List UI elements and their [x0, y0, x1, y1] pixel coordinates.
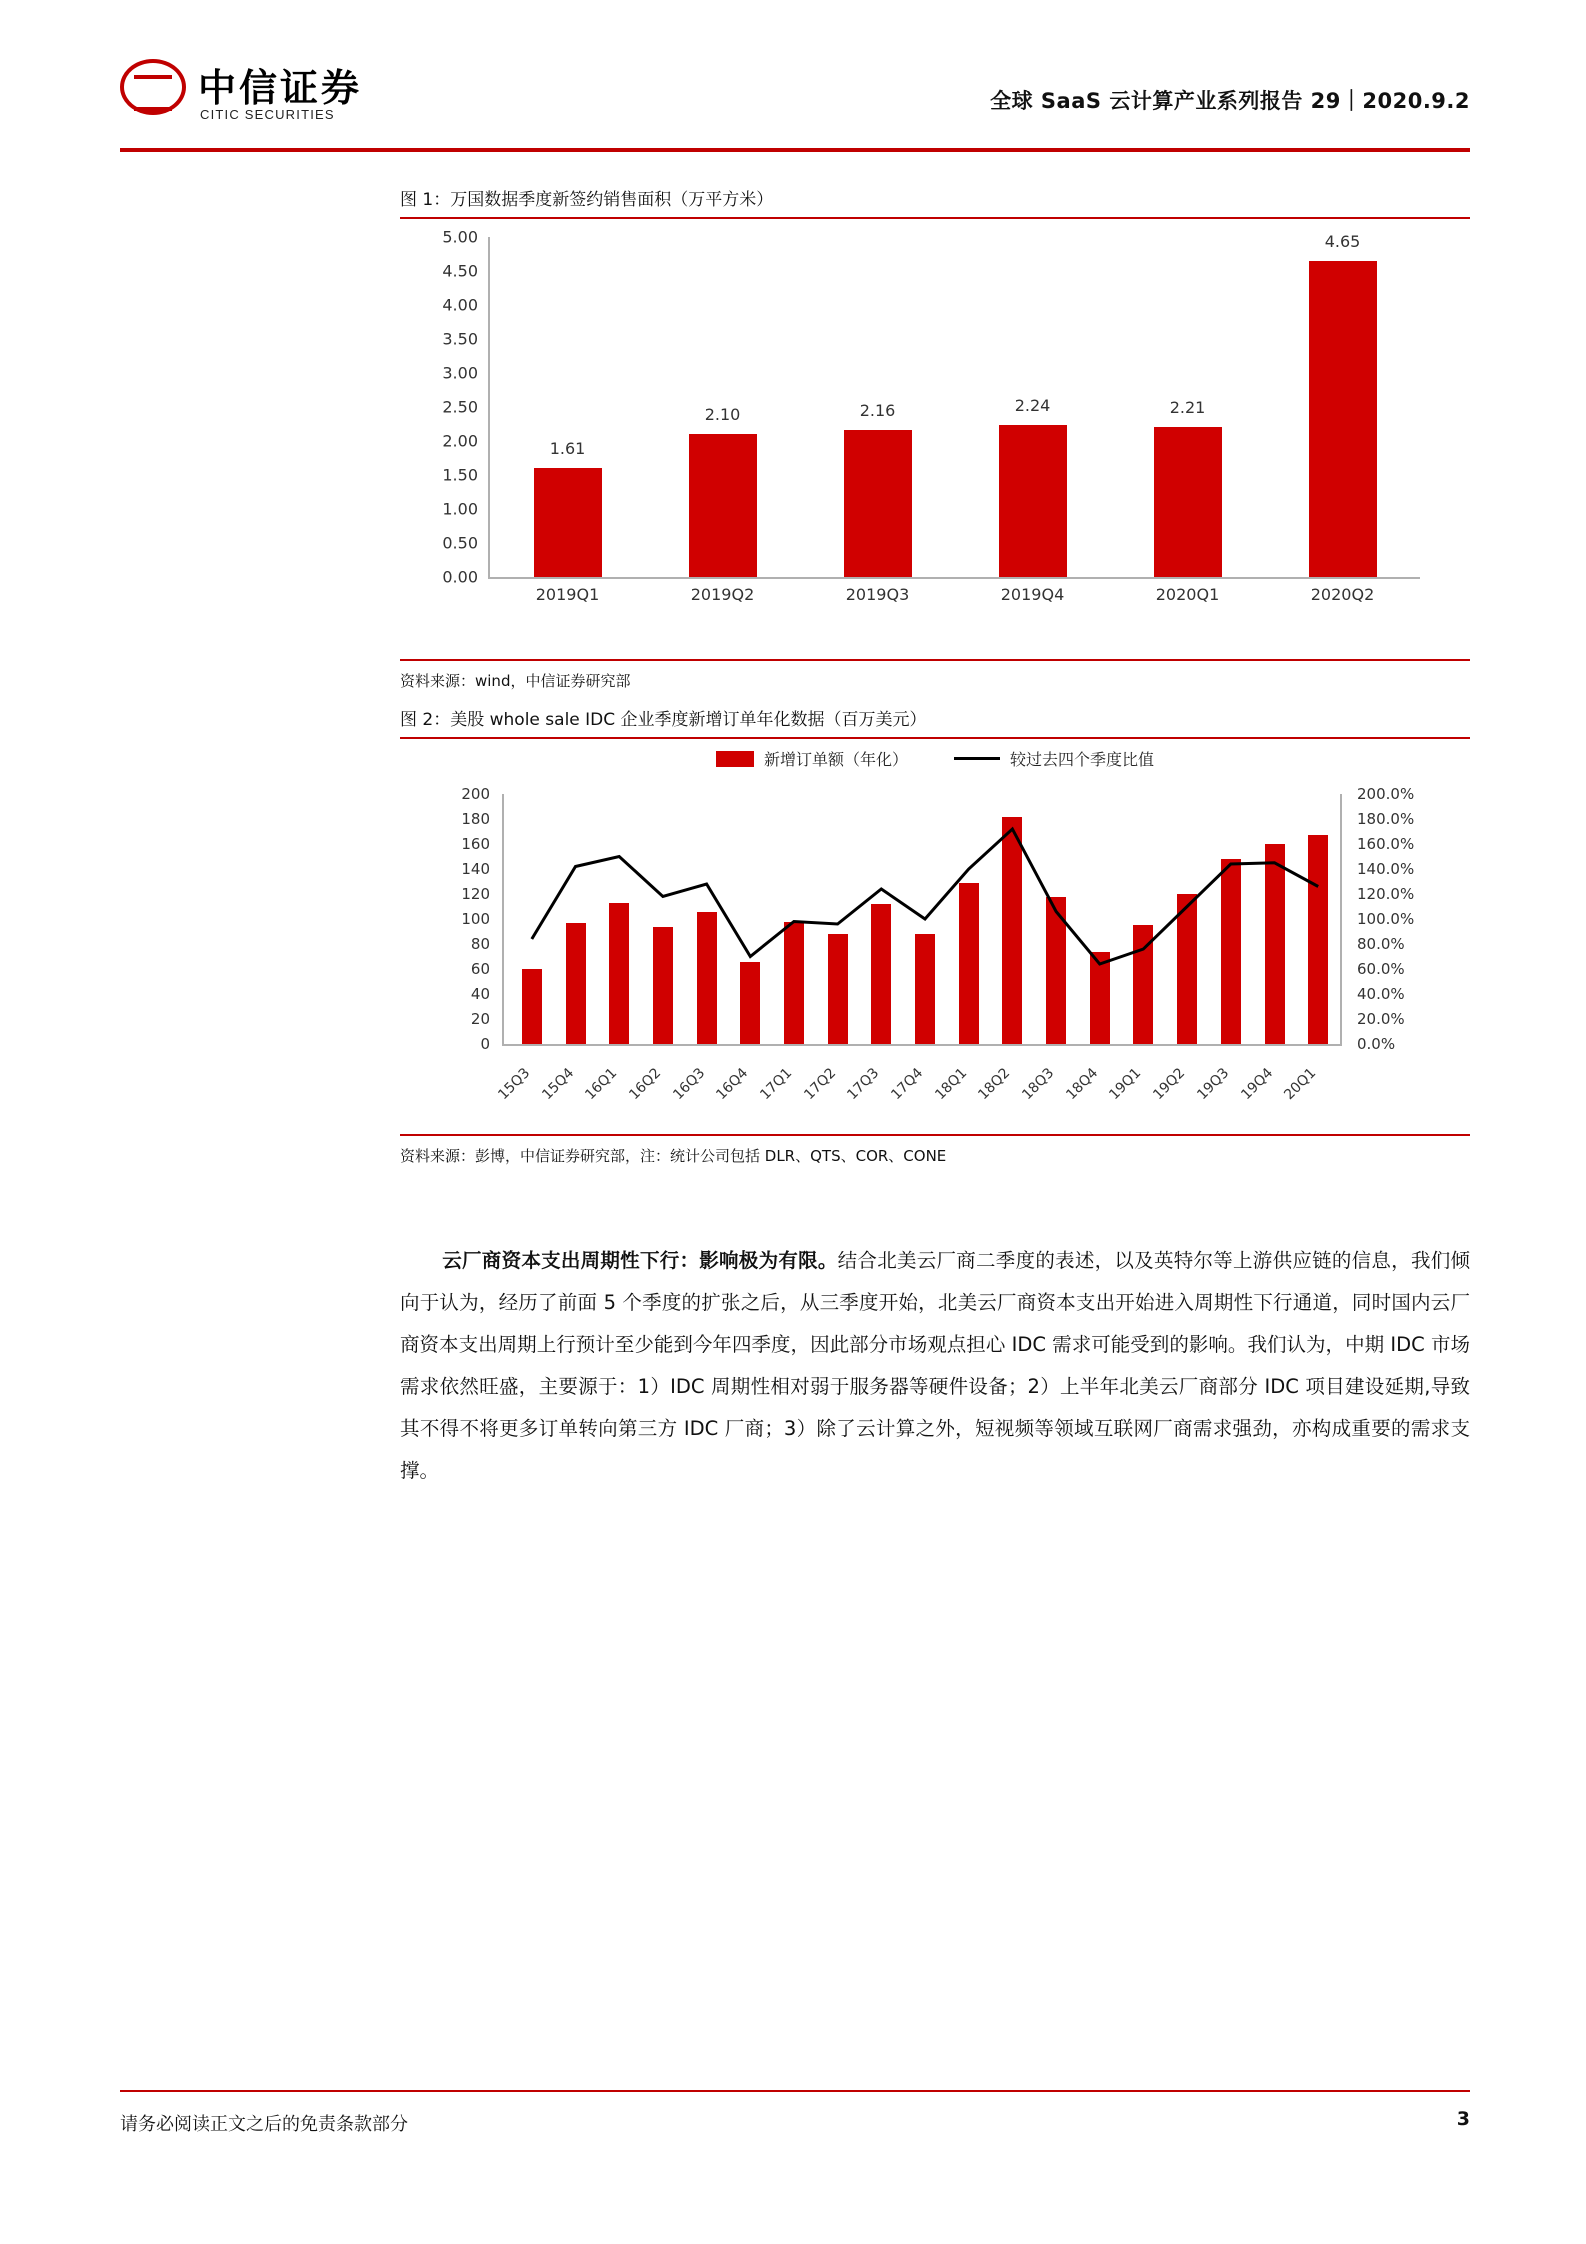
- chart1-value-label: 4.65: [1324, 231, 1361, 251]
- chart2-right-tick: 160.0%: [1357, 835, 1415, 853]
- figure-1-caption: 图 1：万国数据季度新签约销售面积（万平方米）: [400, 190, 774, 210]
- chart2-left-tick: 140: [461, 860, 490, 878]
- figure-2-source: 资料来源：彭博，中信证券研究部，注：统计公司包括 DLR、QTS、COR、CONE: [400, 1147, 947, 1165]
- body-paragraph: [400, 1240, 1470, 1492]
- chart2-x-tick-cell: [582, 1051, 641, 1111]
- chart2-x-axis-line: [502, 1044, 1342, 1046]
- chart1-x-tick: 2020Q1: [1155, 585, 1220, 604]
- chart2-right-tick: 120.0%: [1357, 885, 1415, 903]
- chart1-x-tick: 2019Q3: [845, 585, 910, 604]
- chart2-x-tick-cell: [800, 1051, 860, 1111]
- chart1-y-tick: 2.50: [442, 397, 478, 417]
- chart2-right-tick: 20.0%: [1357, 1010, 1405, 1028]
- chart2-x-tick-cell: [1194, 1051, 1253, 1111]
- chart1-x-tick: 2020Q2: [1310, 585, 1375, 604]
- chart2-x-tick: 19Q2: [1150, 1065, 1189, 1104]
- chart2-left-tick: 60: [470, 960, 490, 978]
- chart1-y-tick: 0.50: [442, 533, 478, 553]
- chart1-y-axis: [400, 227, 486, 587]
- chart2-x-tick-cell: [975, 1051, 1035, 1111]
- logo-text-cn: 中信证券: [198, 66, 363, 110]
- chart2-right-tick: 80.0%: [1357, 935, 1405, 953]
- chart2-left-axis-line: [502, 794, 504, 1045]
- chart1-bar-column: [800, 237, 955, 577]
- legend-line-label: 较过去四个季度比值: [1010, 750, 1155, 769]
- chart1-x-tick: 2019Q1: [535, 585, 600, 604]
- chart2-right-tick: 180.0%: [1357, 810, 1415, 828]
- chart1-bar: [844, 430, 912, 577]
- report-series-title: 全球 SaaS 云计算产业系列报告 29｜2020.9.2: [990, 89, 1470, 113]
- chart2-right-tick: 40.0%: [1357, 985, 1405, 1003]
- chart2-x-tick-cell: [757, 1051, 816, 1111]
- chart2-right-tick: 60.0%: [1357, 960, 1405, 978]
- chart2-x-tick: 19Q3: [1194, 1065, 1233, 1104]
- legend-item-bar: [716, 747, 908, 770]
- chart1-y-tick: 3.50: [442, 329, 478, 349]
- chart2-left-tick: 180: [461, 810, 490, 828]
- chart2-x-tick-cell: [669, 1051, 729, 1111]
- chart1-bar-column: [1265, 231, 1420, 577]
- chart2-legend: [400, 747, 1470, 770]
- chart2-left-tick: 160: [461, 835, 490, 853]
- chart2-x-tick-cell: [1019, 1051, 1078, 1111]
- chart2-x-tick: 16Q3: [669, 1065, 708, 1104]
- chart2-left-tick: 40: [470, 985, 490, 1003]
- chart2-x-tick: 17Q3: [844, 1065, 883, 1104]
- chart1-x-labels: [490, 585, 1420, 604]
- logo-text-en: CITIC SECURITIES: [200, 107, 335, 122]
- chart2-left-tick: 20: [470, 1010, 490, 1028]
- chart2-x-tick-cell: [495, 1051, 554, 1111]
- figure-2-caption: 图 2：美股 whole sale IDC 企业季度新增订单年化数据（百万美元）: [400, 710, 927, 730]
- chart1-bar-column: [1110, 237, 1265, 577]
- chart2-x-tick: 15Q3: [495, 1065, 534, 1104]
- chart2-x-tick: 17Q1: [757, 1065, 796, 1104]
- chart1-bar-column: [490, 237, 645, 577]
- chart2-x-tick-cell: [844, 1051, 904, 1111]
- footer-divider: [120, 2090, 1470, 2092]
- chart1-bar-column: [955, 237, 1110, 577]
- chart2-line-path: [532, 829, 1318, 964]
- chart2-x-tick: 17Q2: [800, 1065, 839, 1104]
- chart1-y-tick: 5.00: [442, 227, 478, 247]
- chart2-x-tick: 16Q2: [626, 1065, 665, 1104]
- paragraph-lead: 云厂商资本支出周期性下行：影响极为有限。: [442, 1249, 838, 1272]
- chart1-y-tick: 1.50: [442, 465, 478, 485]
- page-header: [120, 55, 1470, 150]
- chart2-right-axis: [1345, 785, 1470, 1053]
- chart1-y-tick: 4.00: [442, 295, 478, 315]
- chart1-value-label: 2.21: [1169, 397, 1206, 417]
- chart2-x-tick: 19Q1: [1106, 1065, 1145, 1104]
- figure-1: [400, 185, 1470, 691]
- chart2-left-tick: 80: [470, 935, 490, 953]
- chart2-right-tick: 100.0%: [1357, 910, 1415, 928]
- chart2-x-labels: [495, 1051, 1340, 1111]
- figure-2-chart: [400, 739, 1470, 1134]
- chart2-x-tick: 16Q1: [582, 1065, 621, 1104]
- chart2-x-tick: 17Q4: [888, 1065, 927, 1104]
- chart2-x-tick-cell: [1281, 1051, 1340, 1111]
- chart1-y-tick: 3.00: [442, 363, 478, 383]
- legend-bar-label: 新增订单额（年化）: [763, 750, 908, 769]
- chart2-x-tick: 16Q4: [713, 1065, 752, 1104]
- chart1-bar: [999, 425, 1067, 577]
- chart2-x-tick-cell: [626, 1051, 685, 1111]
- chart1-value-label: 2.24: [1014, 395, 1051, 415]
- chart2-left-tick: 100: [461, 910, 490, 928]
- chart2-left-tick: 0: [480, 1035, 490, 1053]
- chart1-bars: [490, 231, 1420, 577]
- chart1-bar: [1154, 427, 1222, 577]
- chart1-bar: [1309, 261, 1377, 577]
- chart2-x-tick: 18Q4: [1063, 1065, 1102, 1104]
- chart2-x-tick-cell: [1150, 1051, 1209, 1111]
- chart2-right-tick: 0.0%: [1357, 1035, 1396, 1053]
- header-divider: [120, 148, 1470, 152]
- chart2-x-tick-cell: [538, 1051, 598, 1111]
- chart2-right-tick: 200.0%: [1357, 785, 1415, 803]
- chart1-y-tick: 1.00: [442, 499, 478, 519]
- chart2-left-axis: [400, 785, 500, 1053]
- chart1-bar: [689, 434, 757, 577]
- chart1-y-tick: 4.50: [442, 261, 478, 281]
- chart2-x-tick-cell: [931, 1051, 991, 1111]
- chart2-x-tick: 15Q4: [538, 1065, 577, 1104]
- chart2-x-tick-cell: [1237, 1051, 1297, 1111]
- paragraph-rest: 结合北美云厂商二季度的表述，以及英特尔等上游供应链的信息，我们倾向于认为，经历了前面 5 个季度的扩张之后，从三季度开始，北美云厂商资本支出开始进入周期性下行通道，同时国内云厂商资本支出周期上行预计至少能到今年四季度，因此部分市场观点担心 IDC 需求可能受到的影响。我们认为，中期 IDC 市场需求依然旺盛，主要源于：1）IDC 周期性相对弱于服务器等硬件设备；2）上半年北美云厂商部分 IDC 项目建设延期,导致其不得不将更多订单转向第三方 IDC 厂商；3）除了云计算之外，短视频等领域互联网厂商需求强劲，亦构成重要的需求支撑。: [400, 1249, 1470, 1482]
- chart1-value-label: 1.61: [549, 438, 586, 458]
- chart2-x-tick-cell: [713, 1051, 772, 1111]
- chart2-x-tick: 18Q3: [1019, 1065, 1058, 1104]
- chart2-right-tick: 140.0%: [1357, 860, 1415, 878]
- chart2-x-tick: 18Q1: [931, 1065, 970, 1104]
- citic-logo: [120, 55, 370, 135]
- chart2-x-tick: 18Q2: [975, 1065, 1014, 1104]
- footer-disclaimer: 请务必阅读正文之后的免责条款部分: [120, 2114, 408, 2135]
- figure-1-chart: [400, 219, 1470, 659]
- legend-line-swatch-icon: [954, 757, 1000, 760]
- chart1-x-tick: 2019Q2: [690, 585, 755, 604]
- legend-item-line: [954, 747, 1154, 770]
- chart2-x-tick: 19Q4: [1237, 1065, 1276, 1104]
- chart2-right-axis-line: [1340, 794, 1342, 1045]
- chart1-x-axis-line: [488, 577, 1420, 579]
- chart2-left-tick: 200: [461, 785, 490, 803]
- chart1-x-tick: 2019Q4: [1000, 585, 1065, 604]
- chart2-x-tick-cell: [1106, 1051, 1166, 1111]
- chart1-value-label: 2.10: [704, 405, 741, 425]
- legend-bar-swatch-icon: [716, 751, 754, 767]
- chart1-bar-column: [645, 237, 800, 577]
- chart2-line-series: [510, 794, 1340, 1044]
- citic-logo-icon: [120, 59, 186, 115]
- chart2-left-tick: 120: [461, 885, 490, 903]
- chart2-x-tick-cell: [888, 1051, 947, 1111]
- figure-1-source: 资料来源：wind，中信证券研究部: [400, 672, 631, 690]
- figure-2: [400, 705, 1470, 1166]
- chart2-x-tick: 20Q1: [1281, 1065, 1320, 1104]
- chart1-y-tick: 2.00: [442, 431, 478, 451]
- chart1-value-label: 2.16: [859, 401, 896, 421]
- chart1-y-tick: 0.00: [442, 567, 478, 587]
- page-number: 3: [1456, 2108, 1470, 2130]
- chart1-bar: [534, 468, 602, 577]
